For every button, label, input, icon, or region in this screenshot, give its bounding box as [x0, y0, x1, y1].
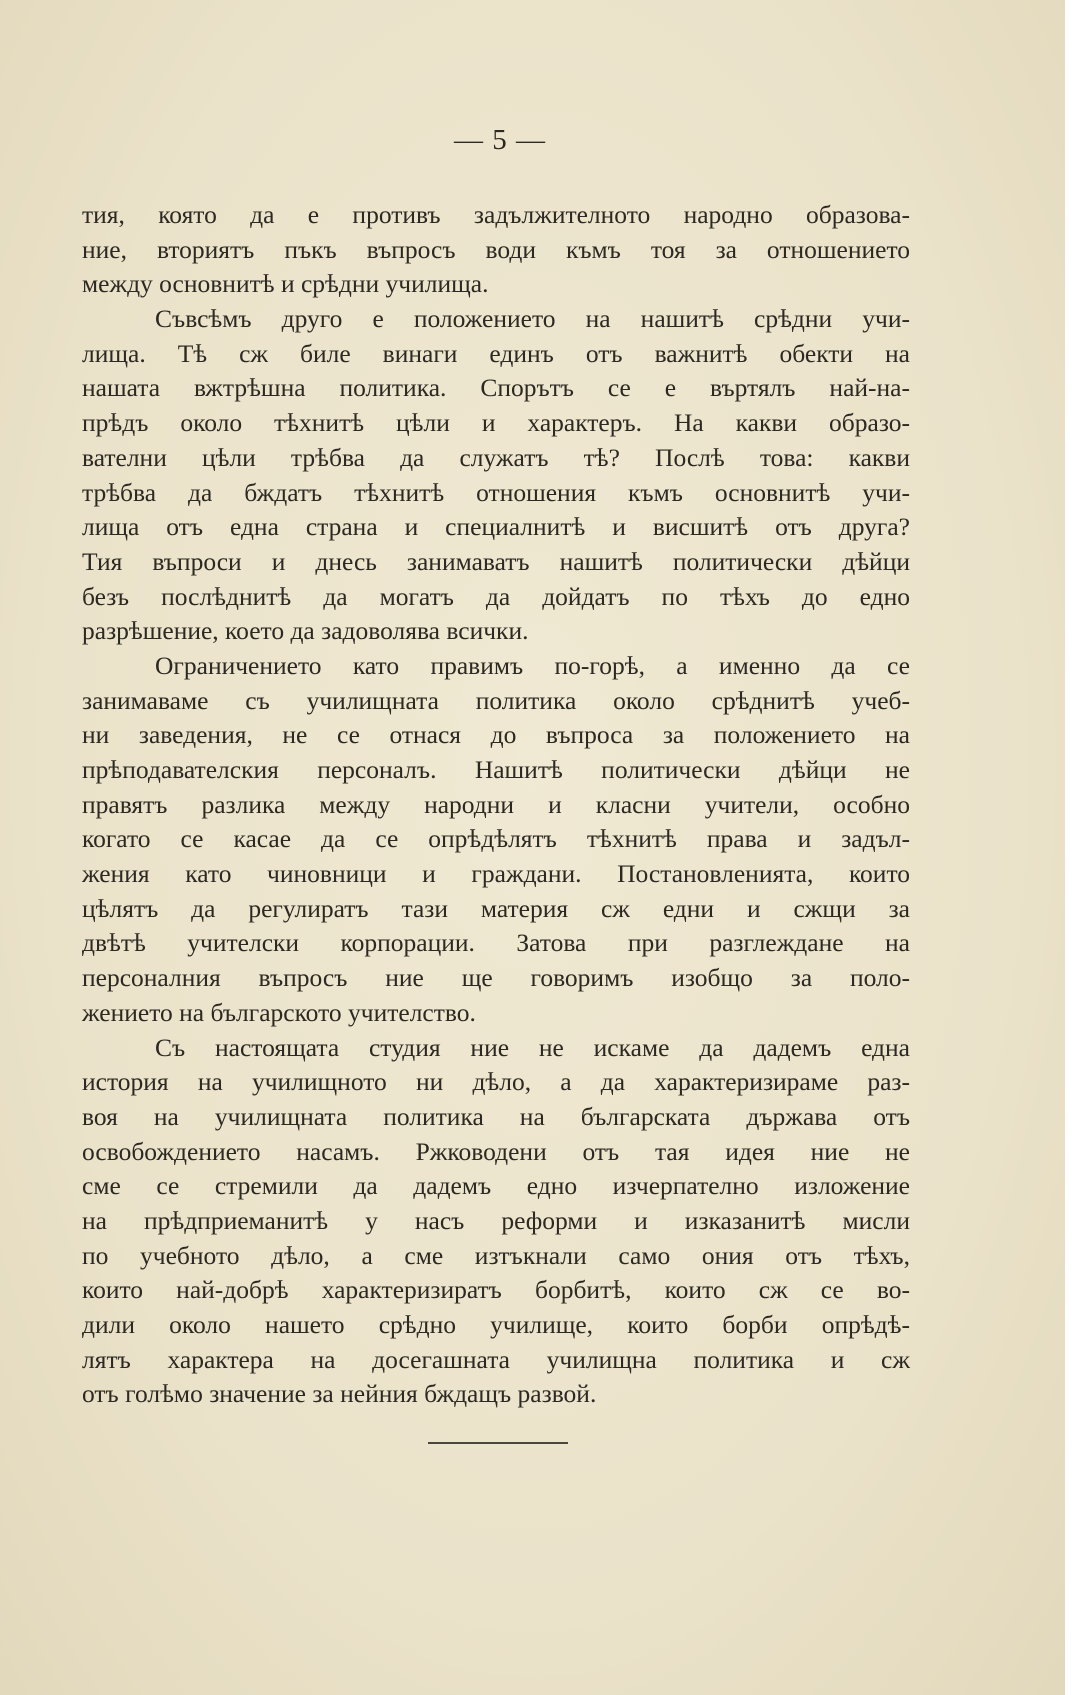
- text-line: воя на училищната политика на българската държава отъ: [82, 1101, 910, 1131]
- text-line: лятъ характера на досегашната училищна политика и сж: [82, 1344, 910, 1374]
- text-line: разрѣшение, което да задоволява всички.: [82, 616, 529, 646]
- text-line: Ограничението като правимъ по-горѣ, а именно да се: [155, 650, 910, 680]
- paragraph-3: [82, 649, 910, 1031]
- text-line: занимаваме съ училищната политика около срѣднитѣ учеб-: [82, 685, 910, 715]
- body-text: [82, 198, 910, 1412]
- page-number: — 5 —: [454, 124, 546, 156]
- text-line: вателни цѣли трѣбва да служатъ тѣ? Послѣ това: какви: [82, 442, 910, 472]
- text-line: когато се касае да се опрѣдѣлятъ тѣхнитѣ права и задъл-: [82, 824, 910, 854]
- text-line: цѣлятъ да регулиратъ тази материя сж едни и сжщи за: [82, 893, 910, 923]
- text-line: на прѣдприеманитѣ у насъ реформи и изказанитѣ мисли: [82, 1205, 910, 1235]
- paragraph-4: [82, 1031, 910, 1413]
- page-margin: [1065, 0, 1080, 1695]
- text-line: жения като чиновници и граждани. Постановленията, които: [82, 859, 910, 889]
- text-line: освобождението насамъ. Ржководени отъ тая идея ние не: [82, 1136, 910, 1166]
- text-line: които най-добрѣ характеризиратъ борбитѣ, които сж се во-: [82, 1275, 910, 1305]
- text-line: сме се стремили да дадемъ едно изчерпателно изложение: [82, 1171, 910, 1201]
- text-line: ни заведения, не се отнася до въпроса за положението на: [82, 720, 910, 750]
- paragraph-2: [82, 302, 910, 649]
- text-line: нашата вжтрѣшна политика. Спорътъ се е въртялъ най-на-: [82, 373, 910, 403]
- text-line: Тия въпроси и днесь занимаватъ нашитѣ политически дѣйци: [82, 546, 910, 576]
- text-line: прѣподавателския персоналъ. Нашитѣ политически дѣйци не: [82, 755, 910, 784]
- text-line: ние, вториятъ пъкъ въпросъ води къмъ тоя за отношението: [82, 234, 910, 264]
- text-line: тия, която да е противъ задължителното народно образова-: [82, 200, 910, 229]
- text-line: дили около нашето срѣдно училище, които борби опрѣдѣ-: [82, 1310, 910, 1339]
- text-line: двѣтѣ учителски корпорации. Затова при разглеждане на: [82, 928, 910, 958]
- text-line: лища. Тѣ сж биле винаги единъ отъ важнитѣ обекти на: [82, 338, 910, 368]
- text-line: жението на българското учителство.: [82, 997, 476, 1027]
- text-line: трѣбва да бждатъ тѣхнитѣ отношения къмъ основнитѣ учи-: [82, 477, 910, 507]
- text-line: прѣдъ около тѣхнитѣ цѣли и характеръ. На какви образо-: [82, 408, 910, 438]
- text-line: история на училищното ни дѣло, а да характеризираме раз-: [82, 1067, 910, 1097]
- text-line: безъ послѣднитѣ да могатъ да дойдатъ по тѣхъ до едно: [82, 581, 910, 611]
- text-line: между основнитѣ и срѣдни училища.: [82, 269, 489, 299]
- text-line: по учебното дѣло, а сме изтъкнали само ония отъ тѣхъ,: [82, 1240, 910, 1270]
- text-line: лища отъ една страна и специалнитѣ и висшитѣ отъ друга?: [82, 512, 910, 542]
- section-divider: [428, 1442, 568, 1444]
- paragraph-1: [82, 198, 910, 302]
- text-line: Съ настоящата студия ние не искаме да дадемъ една: [155, 1032, 910, 1062]
- text-line: правятъ разлика между народни и класни учители, особно: [82, 789, 910, 819]
- text-line: Съвсѣмъ друго е положението на нашитѣ срѣдни учи-: [155, 304, 910, 334]
- text-line: отъ голѣмо значение за нейния бждащъ развой.: [82, 1379, 597, 1409]
- text-line: персоналния въпросъ ние ще говоримъ изобщо за поло-: [82, 963, 910, 993]
